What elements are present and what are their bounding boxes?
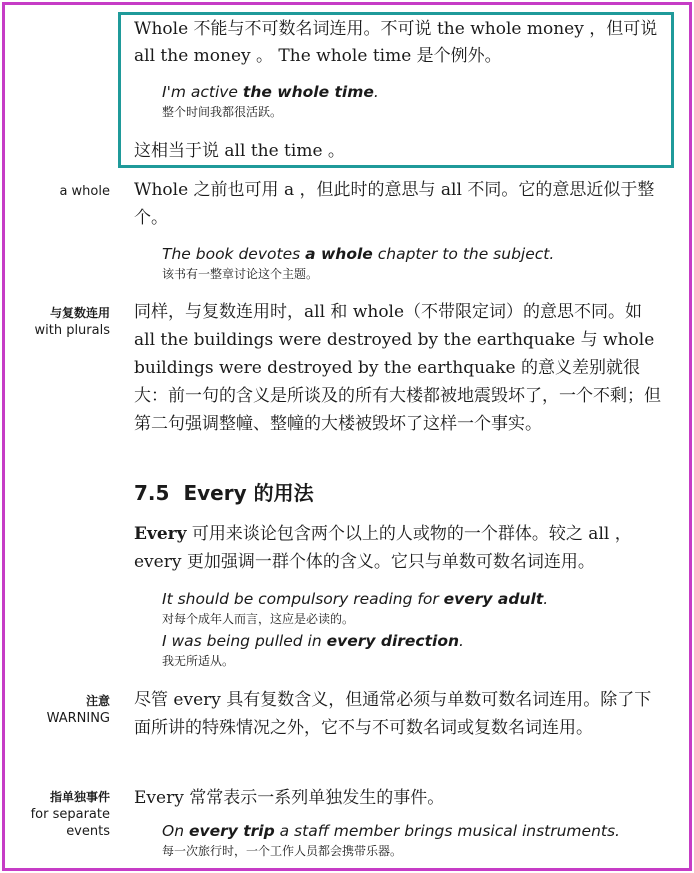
every-example-1-en: It should be compulsory reading for every adult. xyxy=(162,590,549,608)
side-label-warning-en: WARNING xyxy=(46,711,110,726)
section-heading xyxy=(134,480,314,506)
section-number: 7.5 xyxy=(134,481,170,505)
warning-paragraph: 尽管 every 具有复数含义，但通常必须与单数可数名词连用。除了下面所讲的特殊情况之外，它不与不可数名词或复数名词连用。 xyxy=(134,690,652,738)
side-label-separate-en1: for separate xyxy=(30,807,110,822)
every-intro-bold: Every xyxy=(134,524,187,544)
side-label-plurals-zh: 与复数连用 xyxy=(49,306,110,320)
every-example-1-zh: 对每个成年人而言，这应是必读的。 xyxy=(162,612,355,626)
side-label-separate-en2: events xyxy=(66,824,110,839)
a-whole-example xyxy=(162,244,662,284)
separate-example-zh: 每一次旅行时，一个工作人员都会携带乐器。 xyxy=(162,844,403,858)
side-label-warning-zh: 注意 xyxy=(85,694,110,708)
side-label-warning xyxy=(47,693,110,727)
box-paragraph-1: Whole 不能与不可数名词连用。不可说 the whole money ，但可说 all the money 。 The whole time 是个例外。 xyxy=(134,19,658,66)
side-label-plurals xyxy=(34,305,110,339)
side-label-separate-zh: 指单独事件 xyxy=(49,790,110,804)
box-paragraph-2: 这相当于说 all the time 。 xyxy=(134,141,345,161)
separate-example xyxy=(162,821,662,861)
a-whole-paragraph: Whole 之前也可用 a ，但此时的意思与 all 不同。它的意思近似于整个。 xyxy=(134,180,655,228)
box-example-en: I'm active the whole time. xyxy=(162,83,379,101)
section-title: Every 的用法 xyxy=(183,481,314,505)
a-whole-example-zh: 该书有一整章讨论这个主题。 xyxy=(162,267,319,281)
plurals-paragraph: 同样，与复数连用时，all 和 whole（不带限定词）的意思不同。如 all the buildings were destroyed by the earthquake 与 whole buildings were destroyed by the earthquake 的意义差别就很大：前一句的含义是所谈及的所有大楼都被地震毁坏了，一个不剩；但第二句强调整幢、整幢的大楼被毁坏了这样一个事实。 xyxy=(134,302,661,434)
separate-paragraph: Every 常常表示一系列单独发生的事件。 xyxy=(134,788,445,808)
every-intro-paragraph xyxy=(134,520,668,576)
every-example-2-en: I was being pulled in every direction. xyxy=(162,632,464,650)
every-example-1 xyxy=(162,589,662,629)
separate-example-en: On every trip a staff member brings musical instruments. xyxy=(162,822,620,840)
every-intro-text: 可用来谈论包含两个以上的人或物的一个群体。较之 all ，every 更加强调一群个体的含义。它只与单数可数名词连用。 xyxy=(134,524,632,572)
side-label-separate xyxy=(31,789,110,840)
side-label-a-whole: a whole xyxy=(59,184,110,199)
box-example-zh: 整个时间我都很活跃。 xyxy=(162,105,283,119)
a-whole-example-en: The book devotes a whole chapter to the subject. xyxy=(162,245,555,263)
every-example-2-zh: 我无所适从。 xyxy=(162,654,235,668)
side-label-plurals-en: with plurals xyxy=(34,323,110,338)
box-example xyxy=(162,82,662,122)
every-example-2 xyxy=(162,631,662,671)
